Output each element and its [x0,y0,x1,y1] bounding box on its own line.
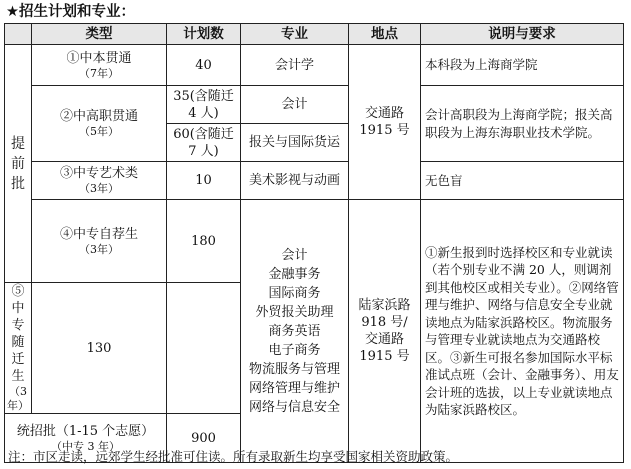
description-cell: 无色盲 [421,162,624,200]
plan-cell: 900 [167,414,241,463]
plan-cell: 60(含随迁 7 人) [167,124,241,162]
type-cell: 统招批（1-15 个志愿） （中专 3 年） [5,414,167,463]
type-cell: ④中专自荐生 （3年） [32,200,167,283]
location-cell: 陆家浜路 918 号/ 交通路 1915 号 [349,200,421,463]
majors-group-cell: 会计 金融事务 国际商务 外贸报关助理 商务英语 电子商务 物流服务与管理 网络管理与维护 网络与信息安全 [241,200,349,463]
description-cell: 本科段为上海商学院 [421,45,624,86]
header-plan: 计划数 [167,24,241,45]
type-cell: ⑤中专随迁生 （3年） [5,283,32,414]
table-row [5,86,624,124]
plan-cell: 40 [167,45,241,86]
type-cell: ③中专艺术类 （3年） [32,162,167,200]
plan-cell: 180 [167,200,241,283]
plan-cell: 130 [32,283,167,414]
description-cell: ①新生报到时选择校区和专业就读（若个别专业不满 20 人，则调剂到其他校区或相关专业）。②网络管理与维护、网络与信息安全专业就读地点为陆家浜路校区。物流服务与管理专业就读地点为交通路校区。③新生可报名参加国际水平标准试点班（会计、金融事务）、用友会计班的选拔，以上专业就读地点为陆家浜路校区。 [421,200,624,463]
plan-cell: 10 [167,162,241,200]
batch-early-cell: 提 前 批 [5,45,32,283]
location-cell: 交通路 1915 号 [349,45,421,200]
table-row [5,45,624,86]
section-title: ★招生计划和专业： [6,4,135,20]
header-batch [5,24,32,45]
footnote: 注：市区走读，远郊学生经批准可住读。所有录取新生均享受国家相关资助政策。 [8,449,459,464]
description-cell: 会计高职段为上海商学院；报关高职段为上海东海职业技术学院。 [421,86,624,162]
header-location: 地点 [349,24,421,45]
major-cell: 会计学 [241,45,349,86]
header-type: 类型 [32,24,167,45]
header-major: 专业 [241,24,349,45]
table-row [5,200,624,283]
type-cell: ①中本贯通 （7年） [32,45,167,86]
admission-plan-table [4,23,624,463]
header-description: 说明与要求 [421,24,624,45]
table-row [5,162,624,200]
plan-cell: 35(含随迁 4 人) [167,86,241,124]
major-cell: 报关与国际货运 [241,124,349,162]
major-cell: 会计 [241,86,349,124]
type-cell: ②中高职贯通 （5年） [32,86,167,162]
major-cell: 美术影视与动画 [241,162,349,200]
header-row [5,24,624,45]
